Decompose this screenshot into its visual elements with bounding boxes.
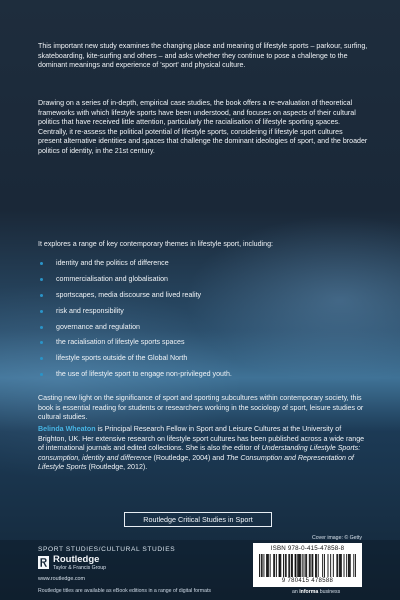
barcode-bar (330, 554, 331, 577)
theme-text: the use of lifestyle sport to engage non-privileged youth. (56, 370, 232, 379)
publisher-name: Routledge (53, 554, 100, 565)
barcode-bar (341, 554, 342, 577)
barcode-bar (318, 554, 319, 577)
ebook-note: Routledge titles are available as eBook editions in a range of digital formats (38, 588, 212, 594)
barcode-bar (355, 554, 356, 577)
barcode-bar (262, 554, 263, 577)
barcode-bar (316, 554, 317, 577)
barcode-bar (292, 554, 293, 577)
barcode-bar (333, 554, 334, 577)
theme-text: commercialisation and globalisation (56, 274, 168, 283)
barcode-bar (295, 554, 296, 577)
barcode-bar (309, 554, 310, 577)
barcode-bar (295, 554, 296, 577)
barcode-bar (324, 554, 325, 577)
theme-text: sportscapes, media discourse and lived reality (56, 290, 202, 299)
routledge-logo-icon (38, 556, 49, 569)
subject-category: SPORT STUDIES/CULTURAL STUDIES (38, 546, 176, 553)
publisher-group: Taylor & Francis Group (53, 565, 107, 571)
bullet-icon (40, 326, 43, 329)
barcode-bar (267, 554, 268, 577)
barcode-bars (259, 554, 356, 577)
themes-list (38, 256, 358, 383)
barcode-bar (340, 554, 341, 577)
barcode-bar (336, 554, 337, 577)
isbn-text: ISBN 978-0-415-47858-8 (270, 545, 345, 552)
barcode-bar (286, 554, 287, 577)
bio-title-1: Understanding Lifestyle Sports: consumption, identity and difference (38, 444, 361, 462)
barcode-bar (299, 554, 300, 577)
bullet-icon (40, 341, 43, 344)
barcode-bar (353, 554, 354, 577)
barcode-bar (259, 554, 260, 577)
list-item (38, 256, 358, 272)
list-item (38, 272, 358, 288)
informa-business (292, 589, 340, 595)
barcode-bar (322, 554, 323, 577)
informa-suffix: business (318, 589, 341, 595)
barcode-bar (298, 554, 299, 577)
theme-text: risk and responsibility (56, 306, 124, 315)
bio-title-2: The Consumption and Representation of Lifestyle Sports (38, 453, 354, 472)
casting-paragraph: Casting new light on the significance of sport and sporting subcultures within contemporary society, this book is essential reading for students or researchers working in the sociology of sport, leisure studies or cultural studies. (38, 394, 364, 422)
bullet-icon (40, 310, 43, 313)
list-item (38, 320, 358, 336)
informa-brand: informa (299, 589, 319, 595)
list-item (38, 351, 358, 367)
list-item (38, 335, 358, 351)
barcode-bar (312, 554, 313, 577)
theme-text: governance and regulation (56, 322, 141, 331)
barcode-bar (270, 554, 271, 577)
barcode-bar (266, 554, 267, 577)
barcode-bar (268, 554, 269, 577)
barcode-bar (337, 554, 338, 577)
intro-paragraph: This important new study examines the changing place and meaning of lifestyle sports – parkour, surfing, skateboarding, kite-surfing and others – and asks whether they continue to pose a challenge to the dominant meanings and experience of 'sport' and physical culture. (38, 42, 368, 70)
barcode-bar (274, 554, 275, 577)
barcode-bar (310, 554, 311, 577)
list-item (38, 304, 358, 320)
list-item (38, 367, 358, 383)
barcode-bar (344, 554, 345, 577)
barcode-bar (276, 554, 277, 577)
barcode-bar (280, 554, 281, 577)
barcode-bar (346, 554, 347, 577)
bio-text-1: is Principal Research Fellow in Sport and Leisure Cultures at the University of Brighton, UK. Her extensive research on lifestyle sport cultures has been published across a wide range of international journals and edited collections. She is also the editor of (38, 425, 365, 453)
theme-text: identity and the politics of difference (56, 259, 169, 267)
bullet-icon (40, 357, 43, 360)
barcode-bar (302, 554, 303, 577)
barcode-bar (297, 554, 298, 577)
barcode-bar (261, 554, 262, 577)
drawing-paragraph: Drawing on a series of in-depth, empirical case studies, the book offers a re-evaluation of theoretical frameworks with which lifestyle sports have been understood, and focuses on aspects of their cultural politics that have received little attention, particularly the racialisation of lifestyle sporting spaces. Centrally, it re-assess the political potential of lifestyle sports, considering if lifestyle sport cultures present alternative identities and spaces that challenge the dominant ideologies of sport, and the broader politics of identity, in the 21st century. (38, 99, 368, 155)
barcode-bar (339, 554, 340, 577)
bullet-icon (40, 373, 43, 376)
author-name: Belinda Wheaton (38, 425, 96, 433)
barcode (253, 543, 362, 587)
barcode-bar (291, 554, 292, 577)
series-label: Routledge Critical Studies in Sport (124, 512, 272, 527)
barcode-bar (300, 554, 301, 577)
theme-text: the racialisation of lifestyle sports spaces (56, 338, 185, 347)
barcode-bar (315, 554, 316, 577)
bullet-icon (40, 294, 43, 297)
barcode-bar (328, 554, 329, 577)
explores-paragraph: It explores a range of key contemporary themes in lifestyle sport, including: (38, 240, 273, 248)
barcode-bar (263, 554, 264, 577)
barcode-bar (349, 554, 350, 577)
barcode-bar (285, 554, 286, 577)
list-item (38, 288, 358, 304)
barcode-bar (312, 554, 313, 577)
barcode-bar (279, 554, 280, 577)
author-bio (38, 425, 368, 473)
barcode-bar (305, 554, 306, 577)
bio-text-2: (Routledge, 2004) and (151, 453, 227, 462)
barcode-digits: 9 780415 478588 (281, 578, 334, 584)
bullet-icon (40, 262, 43, 265)
barcode-bar (306, 554, 307, 577)
bullet-icon (40, 278, 43, 281)
barcode-bar (304, 554, 305, 577)
barcode-bar (273, 554, 274, 577)
barcode-bar (283, 554, 284, 577)
barcode-bar (350, 554, 351, 577)
bio-text-3: (Routledge, 2012). (86, 463, 148, 472)
cover-image-credit: Cover image: © Getty (312, 535, 362, 541)
publisher-url[interactable]: www.routledge.com (38, 576, 86, 582)
barcode-bar (288, 554, 289, 577)
barcode-bar (289, 554, 290, 577)
theme-text: lifestyle sports outside of the Global North (56, 354, 188, 363)
barcode-bar (348, 554, 349, 577)
barcode-bar (279, 554, 280, 577)
informa-prefix: an (292, 589, 300, 595)
